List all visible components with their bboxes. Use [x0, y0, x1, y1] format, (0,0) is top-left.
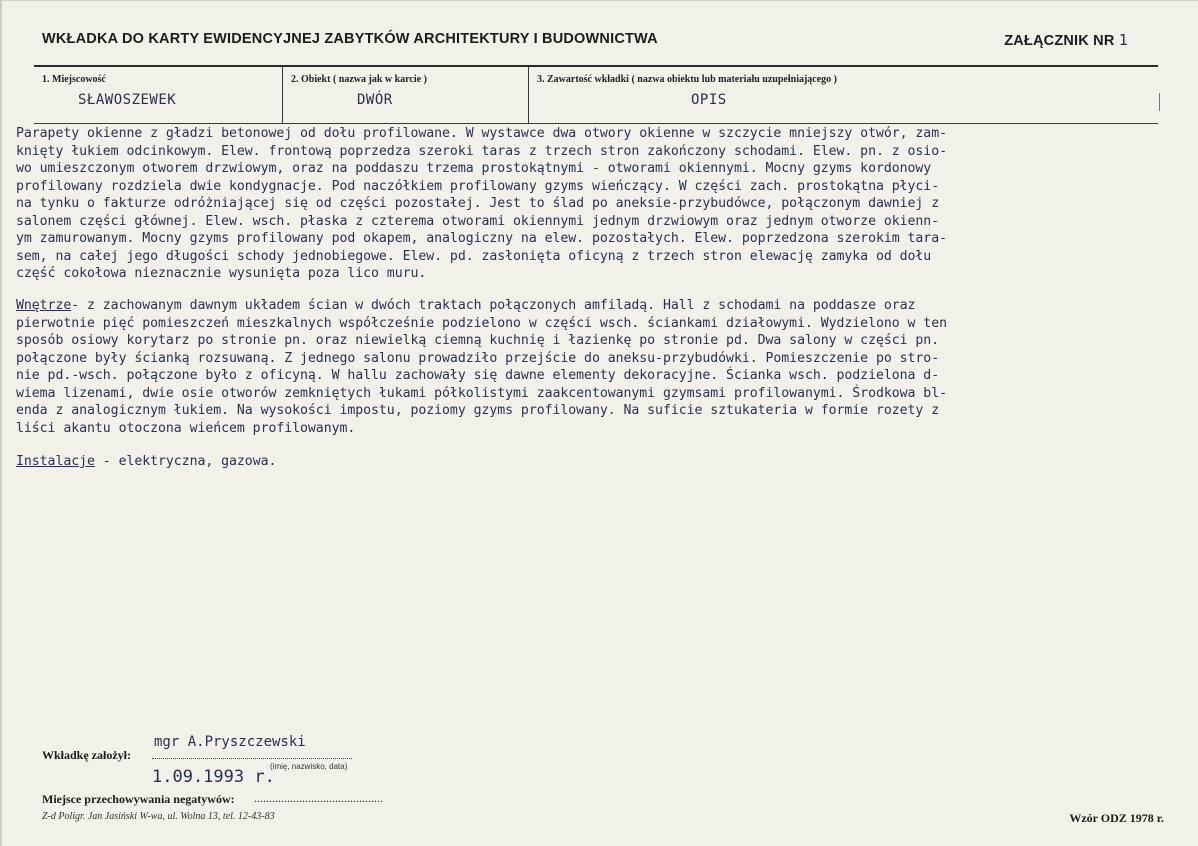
description-paragraph-interior [16, 297, 1184, 437]
locality-field [34, 67, 282, 123]
annex-label [1004, 31, 1128, 49]
description-paragraph-exterior: Parapety okienne z gładzi betonowej od dołu profilowane. W wystawce dwa otwory okienne w szczycie mniejszy otwór, zam- knięty łukiem odcinkowym. Elew. frontową poprzedza szeroki taras z trzech stron zakończony schodami. Elew. pn. z osio- wo umieszczonym otworem drzwiowym, oraz na poddaszu trzema prostokątnymi - otworami okiennymi. Mocny gzyms kordonowy profilowany rozdziela dwie kondygnacje. Pod naczółkiem profilowany gzyms wieńczący. W części zach. prostokątna płyci- na tynku o fakturze odróżniającej się od części pozostałej. Jest to ślad po aneksie-przybudówce, połączonym dawniej z salonem części głównej. Elew. wsch. płaska z czterema otworami okiennymi jednym drzwiowym oraz jednym otworze okienn- ym zamurowanym. Mocny gzyms profilowany pod okapem, analogiczny na elew. pozostałych. Elew. poprzedzona szerokim tara- sem, na całej jego długości schody jednobiegowe. Elew. pd. zasłonięta oficyną z trzech stron elewację zamyka od dołu część cokołowa nieznacznie wysunięta poza lico muru. [16, 126, 947, 281]
annex-label-text: ZAŁĄCZNIK NR [1004, 33, 1115, 49]
locality-value: SŁAWOSZEWEK [78, 92, 177, 108]
negatives-label: Miejsce przechowywania negatywów: [42, 792, 235, 806]
made-by-value: mgr A.Pryszczewski [154, 734, 306, 750]
made-date: 1.09.1993 r. [152, 767, 275, 787]
made-by-label: Wkładkę założył: [42, 748, 131, 762]
interior-heading: Wnętrze [16, 298, 72, 313]
contents-label: 3. Zawartość wkładki ( nazwa obiektu lub materiału uzupełniającego ) [537, 74, 838, 85]
fields-rule-bottom [34, 123, 1158, 124]
form-title: WKŁADKA DO KARTY EWIDENCYJNEJ ZABYTKÓW ARCHITEKTURY I BUDOWNICTWA [42, 31, 658, 47]
field-end-tick [1159, 93, 1160, 111]
made-by-hint: (imię, nazwisko, data) [270, 762, 348, 771]
made-by-underline [152, 758, 352, 759]
printer-imprint: Z-d Poligr. Jan Jasiński W-wa, ul. Wolna 13, tel. 12-43-83 [42, 811, 275, 822]
installations-text: - elektryczna, gazowa. [94, 454, 277, 469]
object-value: DWÓR [357, 92, 393, 108]
annex-number: 1 [1118, 31, 1128, 49]
description-paragraph-installations [16, 453, 1184, 471]
object-label: 2. Obiekt ( nazwa jak w karcie ) [291, 74, 427, 85]
locality-label: 1. Miejscowość [42, 74, 106, 85]
installations-heading: Instalacje [16, 454, 95, 469]
contents-value: OPIS [691, 92, 727, 108]
form-header [42, 31, 1158, 51]
form-fields-row [34, 67, 1158, 123]
interior-text: - z zachowanym dawnym układem ścian w dwóch traktach połączonych amfiladą. Hall z schodami na poddasze oraz pierwotnie pięć pomieszczeń mieszkalnych współcześnie podzielono w części wsch. ściankami działowymi. Wydzielono w ten sposób osiowy korytarz po stronie pn. oraz niewielką ciemną kuchnię i łazienkę po stronie pd. Dwa salony w części pn. połączone były ścianką rozsuwaną. Z jednego salonu prowadziło przejście do aneksu-przybudówki. Pomieszczenie po stro- nie pd.-wsch. połączone było z oficyną. W hallu zachowały się dawne elementy dekoracyjne. Ścianka wsch. podzielona d- wiema lizenami, dwie osie otworów zemkniętych łukami półkolistymi zaakcentowanymi gzymsami profilowanymi. Środkowa bl- enda z analogicznym łukiem. Na wysokości impostu, poziomy gzyms profilowany. Na suficie sztukateria w formie rozety z liści akantu otoczona wieńcem profilowanym. [16, 298, 947, 436]
object-field [282, 67, 529, 123]
contents-field [528, 67, 1158, 123]
negatives-dotted-line: ........................................... [254, 791, 383, 805]
form-code: Wzór ODZ 1978 r. [1069, 811, 1164, 825]
